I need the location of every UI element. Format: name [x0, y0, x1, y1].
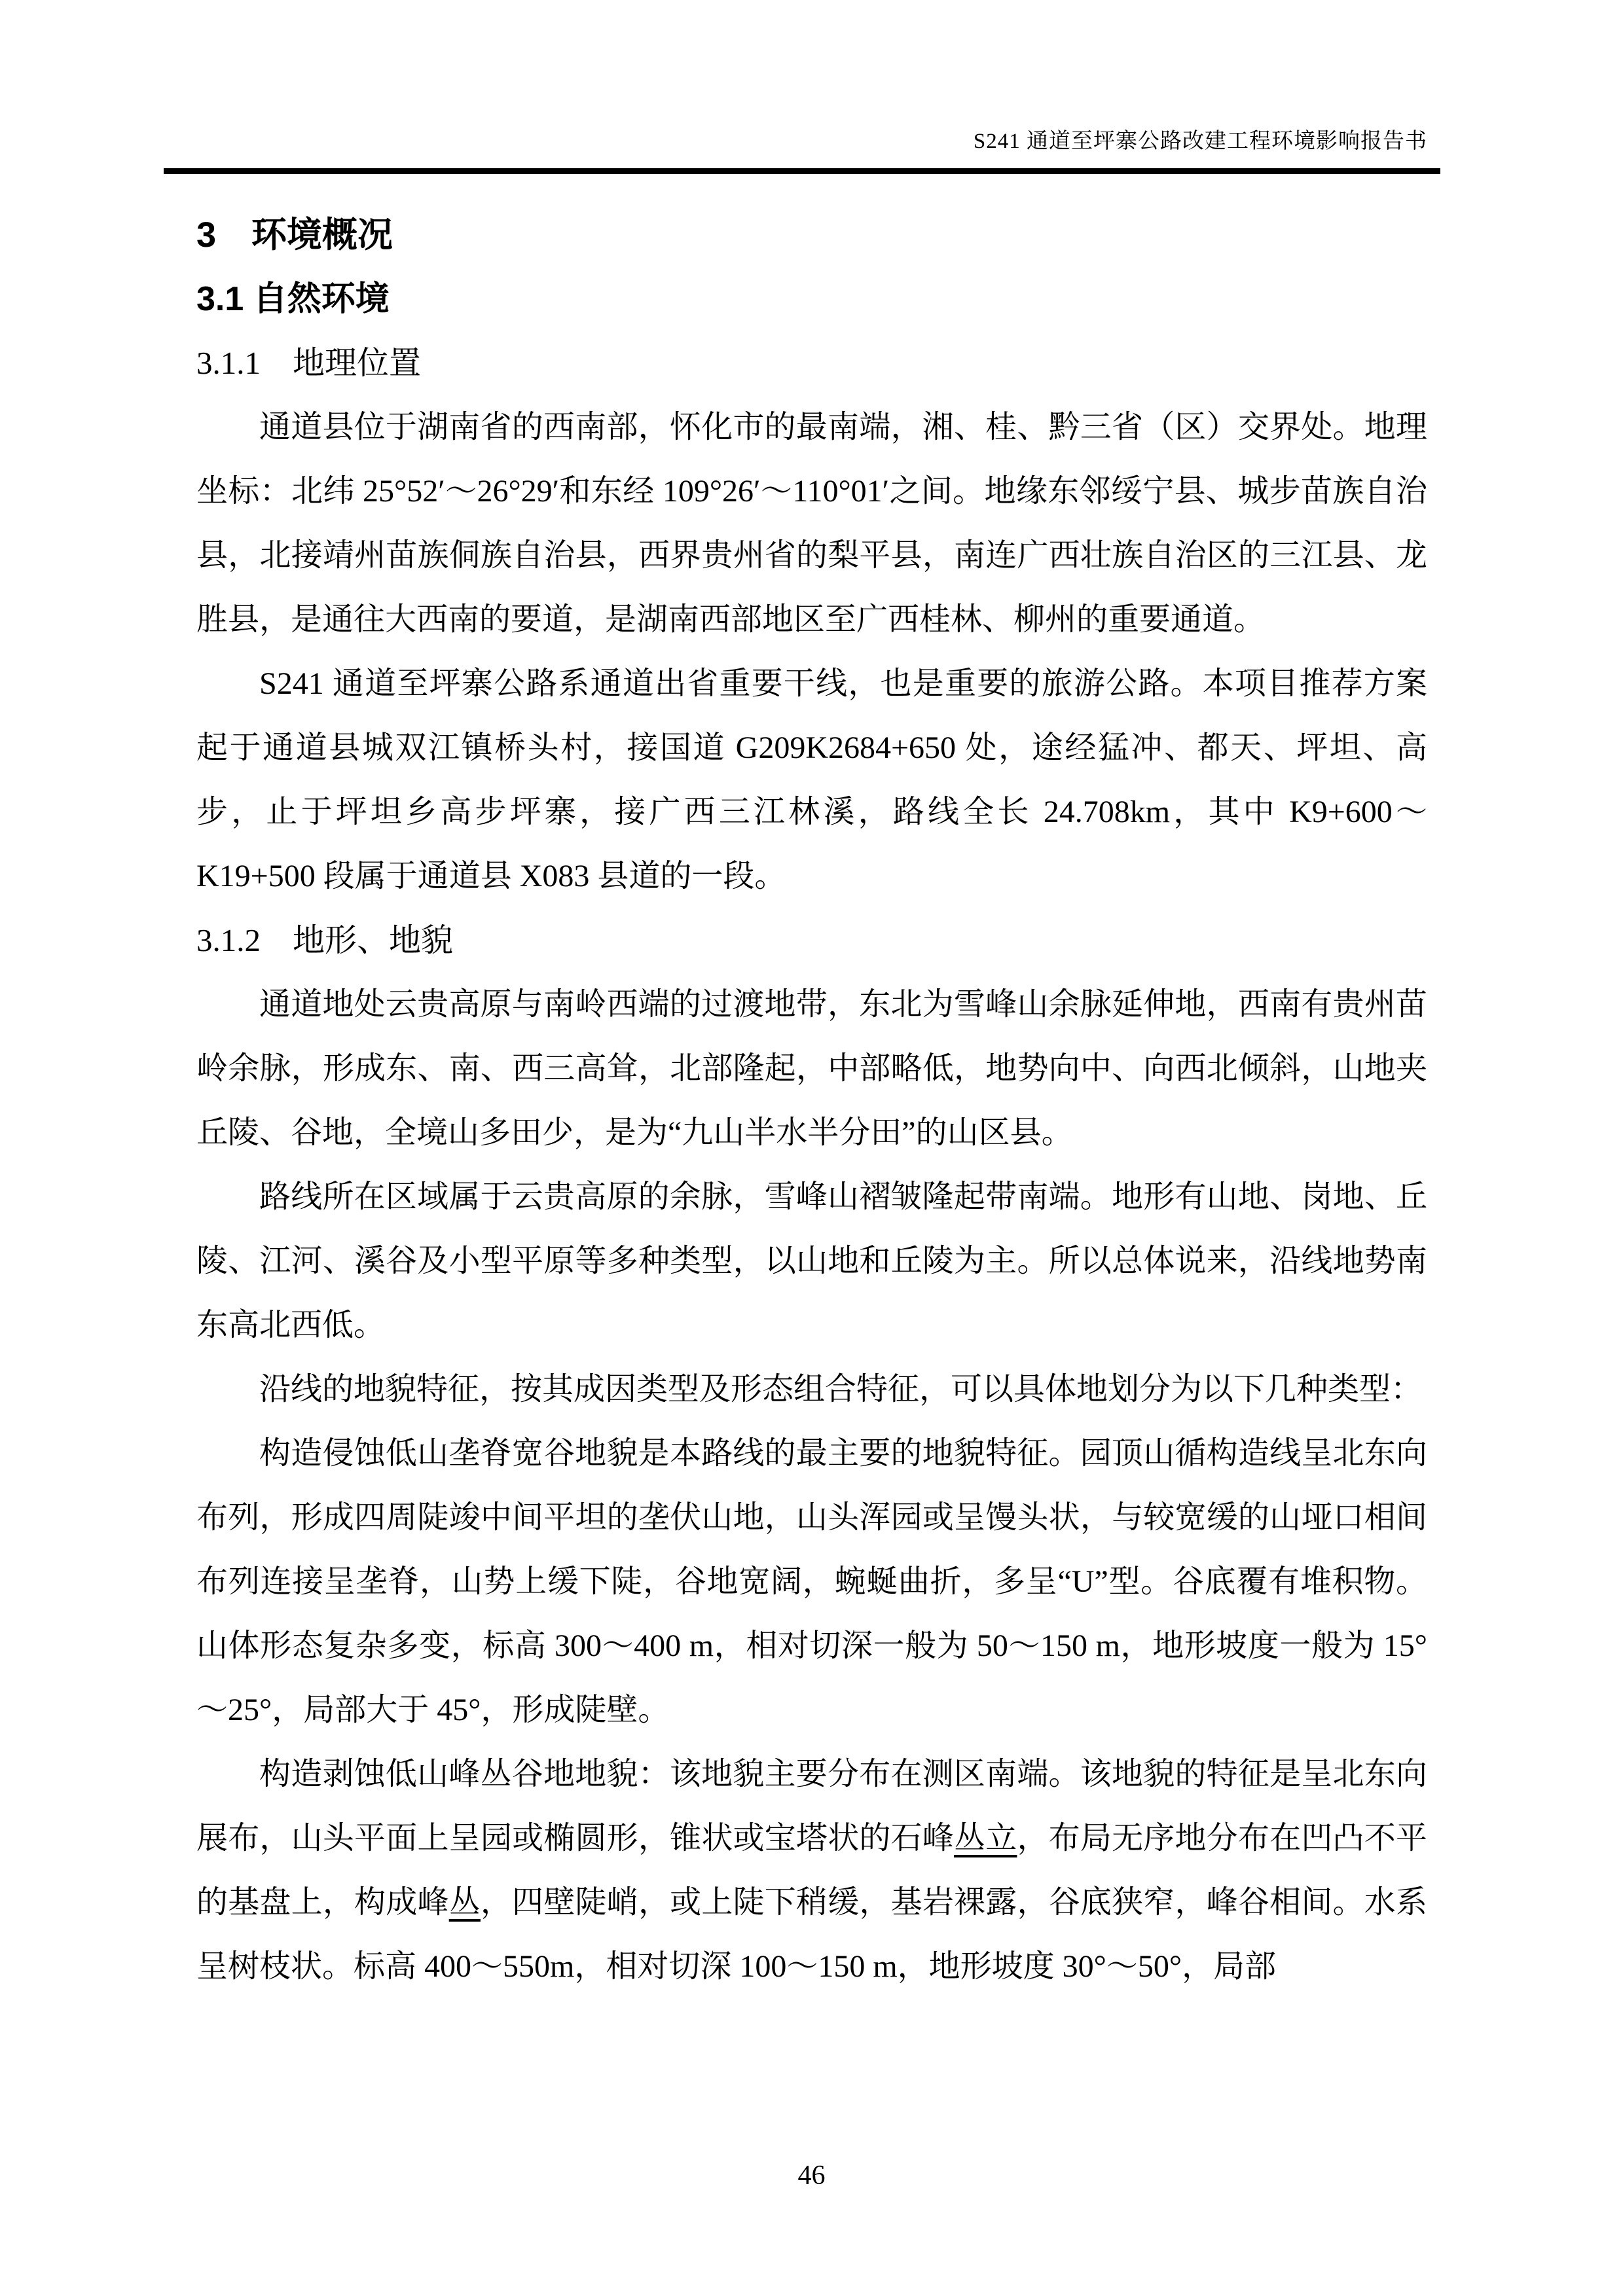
paragraph-region-landform: 路线所在区域属于云贵高原的余脉，雪峰山褶皱隆起带南端。地形有山地、岗地、丘陵、江河、溪谷及小型平原等多种类型，以山地和丘陵为主。所以总体说来，沿线地势南东高北西低。 [196, 1179, 1427, 1342]
heading-subsection-terrain: 3.1.2 地形、地貌 [196, 922, 454, 958]
paragraph-peak-cluster-landform [196, 1742, 1427, 1999]
heading-section-natural-environment: 3.1 自然环境 [196, 280, 390, 318]
paragraph-landform-types-intro: 沿线的地貌特征，按其成因类型及形态组合特征，可以具体地划分为以下几种类型： [259, 1372, 1423, 1407]
paragraph-peak-cluster-text: 构造剥蚀低山峰丛谷地地貌：该地貌主要分布在测区南端。该地貌的特征是呈北东向展布，山头平面上呈园或椭圆形，锥状或宝塔状的石峰 [196, 1757, 1427, 1856]
paragraph-peak-cluster-text: ，四壁陡峭，或上陡下稍缓，基岩裸露，谷底狭窄，峰谷相间。水系呈树枝状。标高 400～550m，相对切深 100～150 m，地形坡度 30°～50°，局部 [196, 1885, 1427, 1984]
paragraph-ridge-valley-landform: 构造侵蚀低山垄脊宽谷地貌是本路线的最主要的地貌特征。园顶山循构造线呈北东向布列，形成四周陡竣中间平坦的垄伏山地，山头浑园或呈馒头状，与较宽缓的山垭口相间布列连接呈垄脊，山势上缓下陡，谷地宽阔，蜿蜒曲折，多呈“U”型。谷底覆有堆积物。山体形态复杂多变，标高 300～400 m，相对切深一般为 50～150 m，地形坡度一般为 15°～25°，局部大于 45°，形成陡壁。 [196, 1436, 1427, 1727]
page-header [196, 0, 1427, 174]
paragraph-route-overview: S241 通道至坪寨公路系通道出省重要干线，也是重要的旅游公路。本项目推荐方案起于通道县城双江镇桥头村，接国道 G209K2684+650 处，途经猛冲、都天、坪坦、高步，止于坪坦乡高步坪寨，接广西三江林溪，路线全长 24.708km，其中 K9+600～K19+500 段属于通道县 X083 县道的一段。 [196, 666, 1427, 893]
heading-chapter: 3 环境概况 [196, 215, 393, 255]
paragraph-location: 通道县位于湖南省的西南部，怀化市的最南端，湘、桂、黔三省（区）交界处。地理坐标：北纬 25°52′～26°29′和东经 109°26′～110°01′之间。地缘东邻绥宁县、城步苗族自治县，北接靖州苗族侗族自治县，西界贵州省的梨平县，南连广西壮族自治区的三江县、龙胜县，是通往大西南的要道，是湖南西部地区至广西桂林、柳州的重要通道。 [196, 410, 1427, 637]
underlined-term-congli: 丛立 [954, 1821, 1017, 1856]
header-rule [164, 168, 1440, 174]
paragraph-terrain-overview: 通道地处云贵高原与南岭西端的过渡地带，东北为雪峰山余脉延伸地，西南有贵州苗岭余脉，形成东、南、西三高耸，北部隆起，中部略低，地势向中、向西北倾斜，山地夹丘陵、谷地，全境山多田少，是为“九山半水半分田”的山区县。 [196, 987, 1427, 1150]
running-head-title: S241 通道至坪寨公路改建工程环境影响报告书 [973, 130, 1427, 153]
page-content [196, 0, 1427, 1999]
heading-subsection-geography: 3.1.1 地理位置 [196, 345, 422, 381]
paragraph-peak-cluster-text: ，布局无序地分布在凹凸不平的基盘上，构成峰 [196, 1821, 1427, 1920]
underlined-term-cong: 丛 [448, 1885, 481, 1920]
page-number: 46 [797, 2161, 826, 2191]
